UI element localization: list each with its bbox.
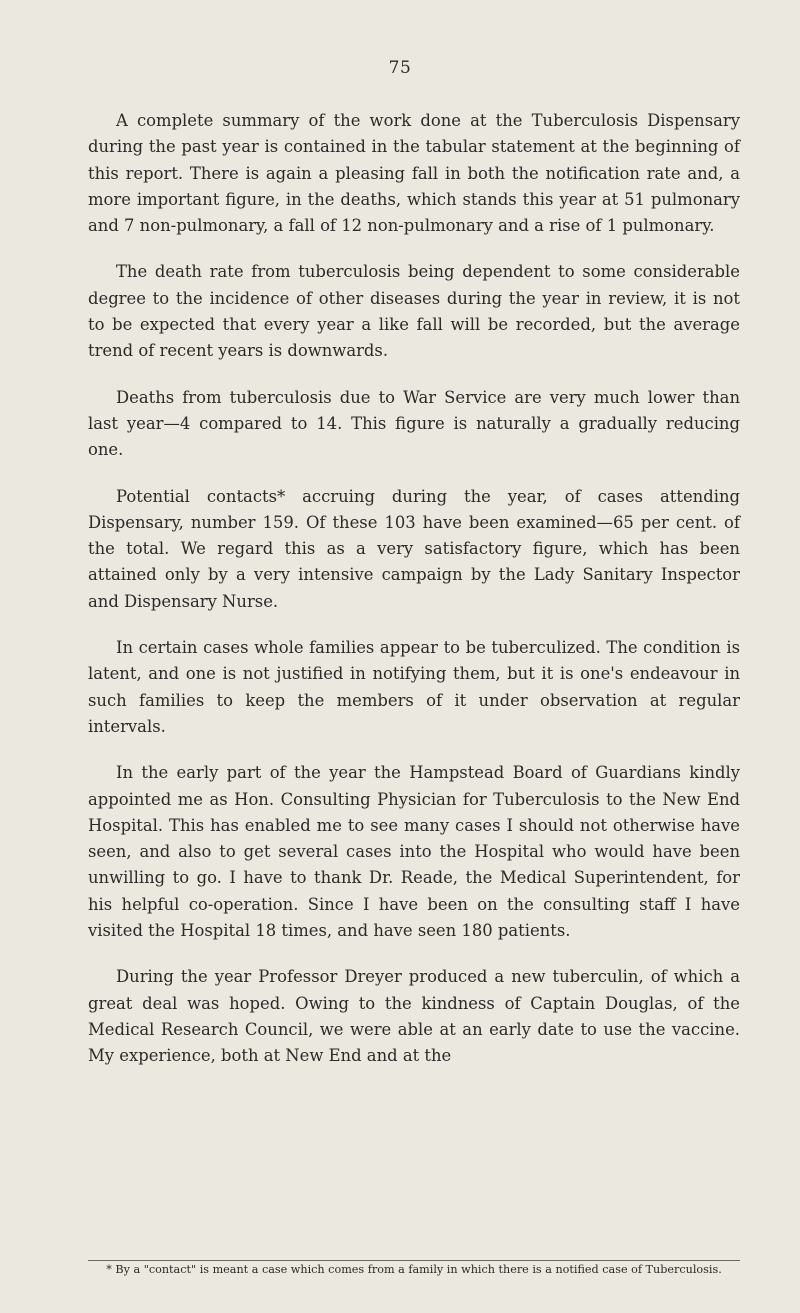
footnote-divider: [88, 1260, 740, 1261]
body-text: [88, 108, 740, 1090]
footnote: * By a "contact" is meant a case which comes from a family in which there is a notified case of Tuberculosis.: [106, 1263, 722, 1276]
paragraph-summary: A complete summary of the work done at the Tuberculosis Dispensary during the past year is contained in the tabular statement at the beginning of this report. There is again a pleasing fall in both the notification rate and, a more important figure, in the deaths, which stands this year at 51 pulmonary and 7 non-pulmonary, a fall of 12 non-pulmonary and a rise of 1 pulmonary.: [88, 111, 740, 236]
page-number: 75: [388, 58, 412, 78]
paragraph-war-service: Deaths from tuberculosis due to War Service are very much lower than last year—4 compared to 14. This figure is naturally a gradually reducing one.: [88, 387, 740, 460]
paragraph-families: In certain cases whole families appear to be tuberculized. The condition is latent, and one is not justified in notifying them, but it is one's endeavour in such families to keep the members of it under observation at regular intervals.: [88, 638, 740, 736]
paragraph-death-rate: The death rate from tuberculosis being dependent to some considerable degree to the incidence of other diseases during the year in review, it is not to be expected that every year a like fall will be recorded, but the average trend of recent years is downwards.: [88, 262, 740, 361]
paragraph-hospital: In the early part of the year the Hampstead Board of Guardians kindly appointed me as Hon. Consulting Physician for Tuberculosis to the New End Hospital. This has enabled me to see many cases I should not otherwise have seen, and also to get several cases into the Hospital who would have been unwilling to go. I have to thank Dr. Reade, the Medical Superintendent, for his helpful co-operation. Since I have been on the consulting staff I have visited the Hospital 18 times, and have seen 180 patients.: [88, 763, 740, 941]
paragraph-contacts: Potential contacts* accruing during the year, of cases attending Dispensary, number 159. Of these 103 have been examined—65 per cent. of the total. We regard this as a very satisfactory figure, which has been attained only by a very intensive campaign by the Lady Sanitary Inspector and Dispensary Nurse.: [88, 486, 740, 611]
paragraph-tuberculin: During the year Professor Dreyer produced a new tuberculin, of which a great deal was hoped. Owing to the kindness of Captain Douglas, of the Medical Research Council, we were able at an early date to use the vaccine. My experience, both at New End and at the: [88, 967, 740, 1066]
